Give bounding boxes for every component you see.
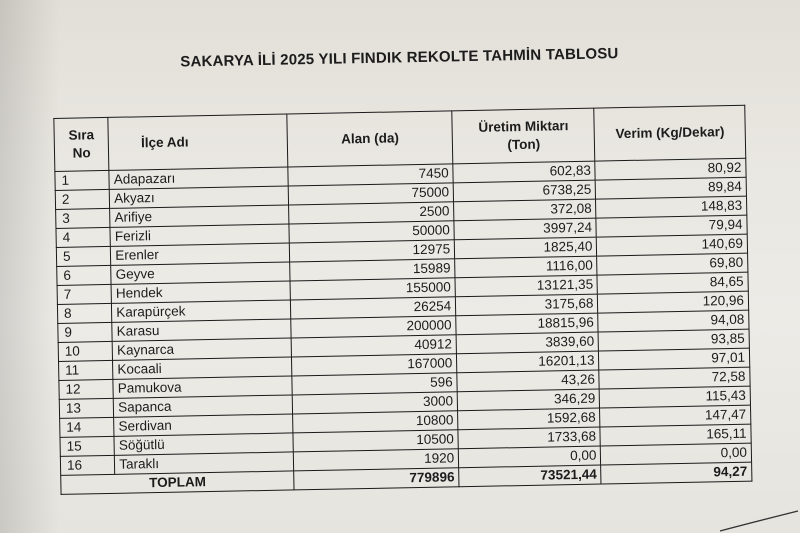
row-uretim: 16201,13 xyxy=(457,351,600,373)
row-alan: 3000 xyxy=(293,392,458,414)
row-ilce-name: Söğütlü xyxy=(114,433,293,455)
row-no: 9 xyxy=(58,322,113,342)
total-uretim: 73521,44 xyxy=(459,465,602,487)
row-verim: 79,94 xyxy=(596,215,747,237)
row-verim: 89,84 xyxy=(596,177,747,199)
harvest-estimate-table xyxy=(53,105,752,495)
row-alan: 26254 xyxy=(291,297,456,319)
row-no: 13 xyxy=(59,398,114,418)
row-verim: 69,80 xyxy=(597,253,748,275)
row-verim: 148,83 xyxy=(596,196,747,218)
row-no: 2 xyxy=(55,189,110,209)
row-alan: 40912 xyxy=(292,335,457,357)
row-uretim: 3175,68 xyxy=(456,294,599,316)
row-uretim: 1116,00 xyxy=(455,256,598,278)
row-no: 3 xyxy=(56,208,111,228)
row-verim: 94,08 xyxy=(598,310,749,332)
row-no: 11 xyxy=(59,360,114,380)
row-alan: 10500 xyxy=(293,430,458,452)
row-no: 5 xyxy=(56,246,111,266)
row-no: 1 xyxy=(55,170,110,190)
row-uretim: 43,26 xyxy=(457,370,600,392)
row-verim: 147,47 xyxy=(600,405,751,427)
row-uretim: 6738,25 xyxy=(453,180,596,202)
table-body xyxy=(55,158,752,475)
row-alan: 15989 xyxy=(290,259,455,281)
row-alan: 10800 xyxy=(293,411,458,433)
row-alan: 75000 xyxy=(289,183,454,205)
row-uretim: 13121,35 xyxy=(455,275,598,297)
header-ilce-adi: İlçe Adı xyxy=(108,114,288,170)
row-no: 15 xyxy=(60,436,115,456)
row-ilce-name: Sapanca xyxy=(113,395,292,417)
row-verim: 140,69 xyxy=(597,234,748,256)
row-ilce-name: Kocaali xyxy=(113,357,292,379)
row-ilce-name: Adapazarı xyxy=(109,167,288,189)
row-no: 14 xyxy=(60,417,115,437)
row-verim: 120,96 xyxy=(598,291,749,313)
total-verim: 94,27 xyxy=(601,462,752,484)
row-alan: 200000 xyxy=(291,316,456,338)
row-uretim: 1825,40 xyxy=(454,237,597,259)
row-no: 12 xyxy=(59,379,114,399)
row-no: 7 xyxy=(57,284,112,304)
row-uretim: 1592,68 xyxy=(458,408,601,430)
row-uretim: 346,29 xyxy=(457,389,600,411)
row-ilce-name: Ferizli xyxy=(110,224,289,246)
row-no: 6 xyxy=(57,265,112,285)
row-uretim: 602,83 xyxy=(453,161,596,183)
total-label: TOPLAM xyxy=(61,471,295,494)
row-ilce-name: Akyazı xyxy=(109,186,288,208)
row-no: 8 xyxy=(57,303,112,323)
row-uretim: 1733,68 xyxy=(458,427,601,449)
row-ilce-name: Geyve xyxy=(111,262,290,284)
row-verim: 93,85 xyxy=(599,329,750,351)
document-title: SAKARYA İLİ 2025 YILI FINDIK REKOLTE TAHMİN TABLOSU xyxy=(180,45,619,71)
row-verim: 72,58 xyxy=(599,367,750,389)
row-ilce-name: Karasu xyxy=(112,319,291,341)
row-alan: 50000 xyxy=(289,221,454,243)
row-ilce-name: Hendek xyxy=(111,281,290,303)
row-ilce-name: Arifiye xyxy=(110,205,289,227)
row-uretim: 3839,60 xyxy=(456,332,599,354)
row-uretim: 18815,96 xyxy=(456,313,599,335)
row-alan: 167000 xyxy=(292,354,457,376)
row-ilce-name: Kaynarca xyxy=(112,338,291,360)
row-ilce-name: Pamukova xyxy=(113,376,292,398)
header-sira-no: Sıra No xyxy=(54,117,109,171)
row-uretim: 3997,24 xyxy=(454,218,597,240)
row-verim: 80,92 xyxy=(595,158,746,180)
row-verim: 115,43 xyxy=(600,386,751,408)
document-sheet xyxy=(52,35,752,491)
row-alan: 2500 xyxy=(289,202,454,224)
total-alan: 779896 xyxy=(294,468,459,490)
row-no: 16 xyxy=(60,455,115,475)
header-verim: Verim (Kg/Dekar) xyxy=(594,105,746,161)
row-uretim: 372,08 xyxy=(454,199,597,221)
row-alan: 155000 xyxy=(290,278,455,300)
row-no: 10 xyxy=(58,341,113,361)
row-alan: 12975 xyxy=(290,240,455,262)
row-alan: 596 xyxy=(292,373,457,395)
row-verim: 84,65 xyxy=(597,272,748,294)
row-no: 4 xyxy=(56,227,111,247)
header-alan: Alan (da) xyxy=(287,111,453,167)
paper-shadow xyxy=(0,0,60,533)
row-verim: 165,11 xyxy=(600,424,751,446)
header-uretim: Üretim Miktarı (Ton) xyxy=(452,108,595,164)
pen-mark xyxy=(680,493,800,533)
row-alan: 1920 xyxy=(294,449,459,471)
row-ilce-name: Karapürçek xyxy=(112,300,291,322)
row-verim: 97,01 xyxy=(599,348,750,370)
row-uretim: 0,00 xyxy=(458,446,601,468)
row-verim: 0,00 xyxy=(601,443,752,465)
row-ilce-name: Serdivan xyxy=(114,414,293,436)
row-ilce-name: Erenler xyxy=(111,243,290,265)
row-ilce-name: Taraklı xyxy=(115,452,294,474)
row-alan: 7450 xyxy=(288,164,453,186)
